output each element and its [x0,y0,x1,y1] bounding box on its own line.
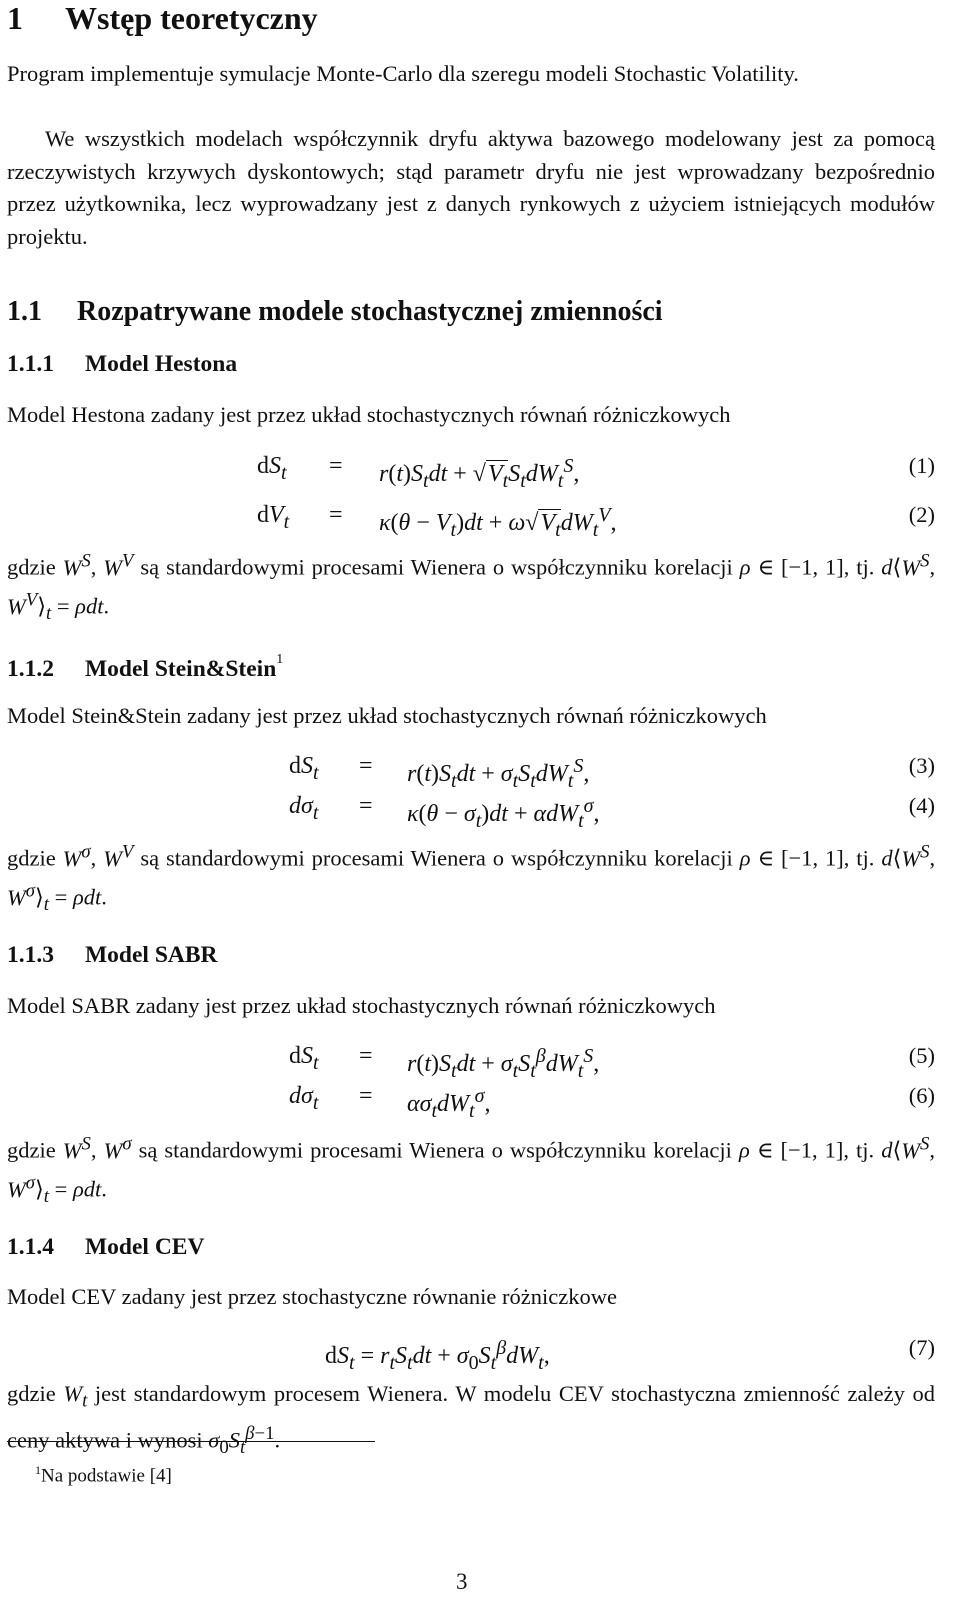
section-number: 1 [7,0,23,36]
sabr-intro: Model SABR zadany jest przez układ stochastycznych równań różniczkowych [7,993,716,1018]
equation-4: $d\sigma_t$ = $\kappa(\theta - \sigma_t)dt + \alpha dW_t^\sigma$, (4) [7,788,935,824]
equation-number-7: (7) [908,1335,935,1360]
equation-number-2: (2) [908,502,935,527]
equation-number-3: (3) [908,753,935,778]
stein-intro: Model Stein&Stein zadany jest przez układ stochastycznych równań różniczkowych [7,703,767,728]
equation-2: $dV_t$ = $\kappa(\theta - V_t)dt + \omega√V_tdW_t^V$, (2) [7,497,935,533]
footnote-mark: 1 [276,652,284,667]
equation-7: $dS_t = r_tS_tdt + \sigma_0S_t^\beta dW_t$, (7) [7,1330,935,1366]
model-heading-heston: 1.1.1 Model Hestona [7,351,238,377]
equation-number-6: (6) [908,1083,935,1108]
equation-number-5: (5) [908,1043,935,1068]
intro-paragraph-2-text: We wszystkich modelach współczynnik dryfu aktywa bazowego modelowany jest za pomocą rzeczywistych krzywych dyskontowych; stąd parametr dryfu nie jest wprowadzany bezpośrednio przez użytkownika, lecz wyprowadzany jest z danych rynkowych z użyciem istniejących modułów projektu. [7,126,935,249]
equation-6: $d\sigma_t$ = $\alpha\sigma_tdW_t^\sigma$, (6) [7,1078,935,1114]
subsection-heading [7,296,663,328]
footnote: $^1$Na podstawie [4] [35,1463,172,1487]
intro-paragraph-1: Program implementuje symulacje Monte-Carlo dla szeregu modeli Stochastic Volatility. [7,61,799,86]
subsection-number: 1.1 [7,296,42,327]
equation-3: $dS_t$ = $r(t)S_tdt + \sigma_tS_tdW_t^S$, (3) [7,748,935,784]
intro-paragraph-2 [7,123,935,253]
model-heading-sabr: 1.1.3 Model SABR [7,942,218,968]
equation-number-1: (1) [908,453,935,478]
sabr-processes: gdzie $W^S$, $W^\sigma$ są standardowymi procesami Wienera o współczynniku korelacji ρ ∈ [−1, 1], tj. $d⟨W^S$, $W^\sigma⟩_t = \rho dt$. [7,1133,935,1207]
model-heading-stein: 1.1.2 Model Stein&Stein$^1$ [7,652,284,682]
heston-intro: Model Hestona zadany jest przez układ stochastycznych równań różniczkowych [7,402,731,427]
footnote-rule [7,1441,375,1442]
subsection-title: Rozpatrywane modele stochastycznej zmienności [77,296,663,327]
equation-1: $dS_t$ = $r(t)S_tdt + √V_tS_tdW_t^S$, (1) [7,448,935,484]
equation-number-4: (4) [908,793,935,818]
section-title: Wstęp teoretyczny [65,0,318,36]
model-heading-cev: 1.1.4 Model CEV [7,1234,205,1260]
cev-intro: Model CEV zadany jest przez stochastyczne równanie różniczkowe [7,1284,617,1309]
heston-processes: gdzie $W^S$, $W^V$ są standardowymi procesami Wienera o współczynniku korelacji ρ ∈ [−1, 1], tj. $d⟨W^S$, $W^V⟩_t = \rho dt$. [7,550,936,624]
stein-processes: gdzie $W^\sigma$, $W^V$ są standardowymi procesami Wienera o współczynniku korelacji ρ ∈ [−1, 1], tj. $d⟨W^S$, $W^\sigma⟩_t = \rho dt$. [7,841,936,915]
page-number: 3 [456,1569,468,1594]
section-heading [7,0,318,36]
cev-closing: gdzie $W_t$ jest standardowym procesem Wienera. W modelu CEV stochastyczna zmienność zależy od ceny aktywa i wynosi $\sigma_0S_t^{\beta-1}$. [7,1381,936,1458]
equation-5: $dS_t$ = $r(t)S_tdt + \sigma_tS_t^\beta dW_t^S$, (5) [7,1038,935,1074]
